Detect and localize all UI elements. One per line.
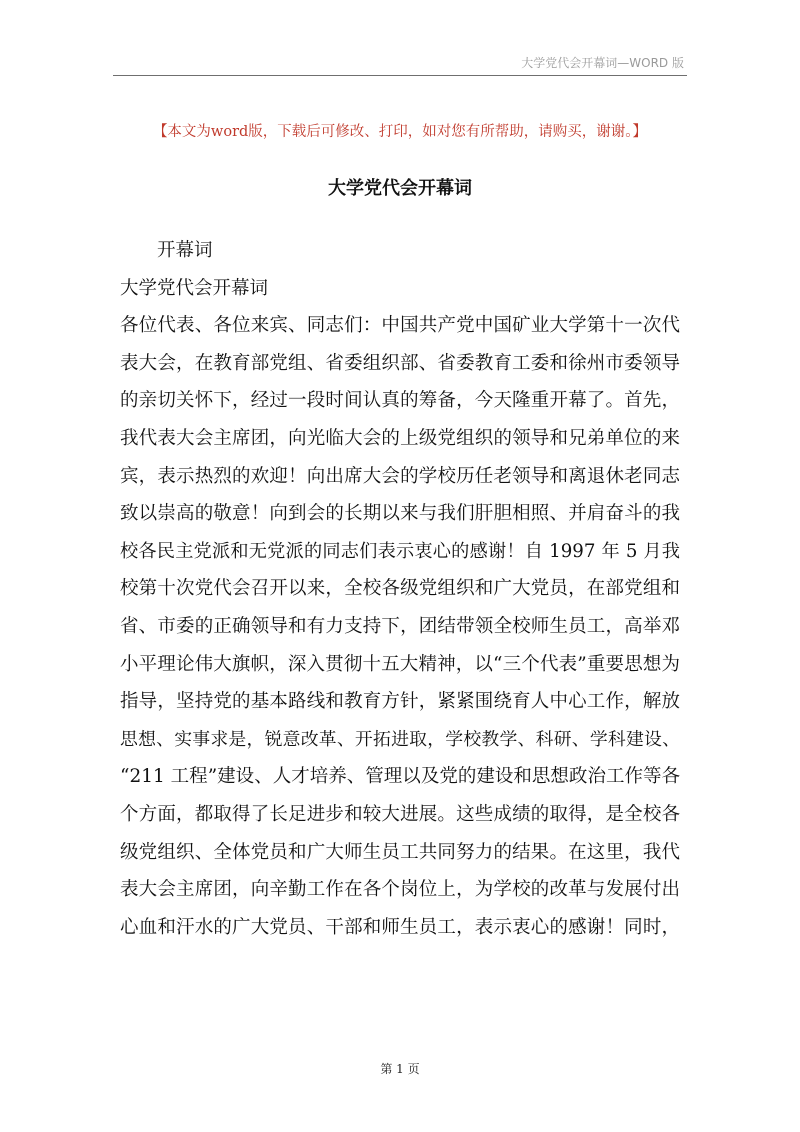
running-header: 大学党代会开幕词—WORD 版 xyxy=(521,56,684,70)
body-line: “211 工程”建设、人才培养、管理以及党的建设和思想政治工作等各 xyxy=(120,766,680,788)
body-line: 致以崇高的敬意！向到会的长期以来与我们肝胆相照、并肩奋斗的我 xyxy=(120,503,680,525)
body-line: 大学党代会开幕词 xyxy=(120,277,269,299)
body-line: 指导，坚持党的基本路线和教育方针，紧紧围绕育人中心工作，解放 xyxy=(120,691,680,713)
body-line: 思想、实事求是，锐意改革、开拓进取，学校教学、科研、学科建设、 xyxy=(120,728,680,750)
body-line: 表大会，在教育部党组、省委组织部、省委教育工委和徐州市委领导 xyxy=(120,352,680,374)
body-line: 开幕词 xyxy=(157,240,213,261)
body-line: 心血和汗水的广大党员、干部和师生员工，表示衷心的感谢！同时， xyxy=(120,916,680,938)
header-divider xyxy=(113,75,687,76)
body-line: 宾，表示热烈的欢迎！向出席大会的学校历任老领导和离退休老同志 xyxy=(120,465,680,487)
body-line: 各位代表、各位来宾、同志们：中国共产党中国矿业大学第十一次代 xyxy=(120,315,680,337)
document-title: 大学党代会开幕词 xyxy=(328,178,472,199)
body-line: 个方面，都取得了长足进步和较大进展。这些成绩的取得，是全校各 xyxy=(120,803,680,825)
download-notice: 【本文为word版，下载后可修改、打印，如对您有所帮助，请购买，谢谢。】 xyxy=(152,124,648,140)
body-line: 校各民主党派和无党派的同志们表示衷心的感谢！自 1997 年 5 月我 xyxy=(120,540,680,562)
document-body xyxy=(120,232,680,946)
body-line: 省、市委的正确领导和有力支持下，团结带领全校师生员工，高举邓 xyxy=(120,615,680,637)
body-line: 我代表大会主席团，向光临大会的上级党组织的领导和兄弟单位的来 xyxy=(120,427,680,449)
page-number: 第 1 页 xyxy=(380,1062,420,1076)
body-line: 级党组织、全体党员和广大师生员工共同努力的结果。在这里，我代 xyxy=(120,841,680,863)
body-line: 小平理论伟大旗帜，深入贯彻十五大精神，以“三个代表”重要思想为 xyxy=(120,653,680,675)
body-line: 校第十次党代会召开以来，全校各级党组织和广大党员，在部党组和 xyxy=(120,578,680,600)
body-line: 的亲切关怀下，经过一段时间认真的筹备，今天隆重开幕了。首先， xyxy=(120,390,680,412)
body-line: 表大会主席团，向辛勤工作在各个岗位上，为学校的改革与发展付出 xyxy=(120,879,680,901)
